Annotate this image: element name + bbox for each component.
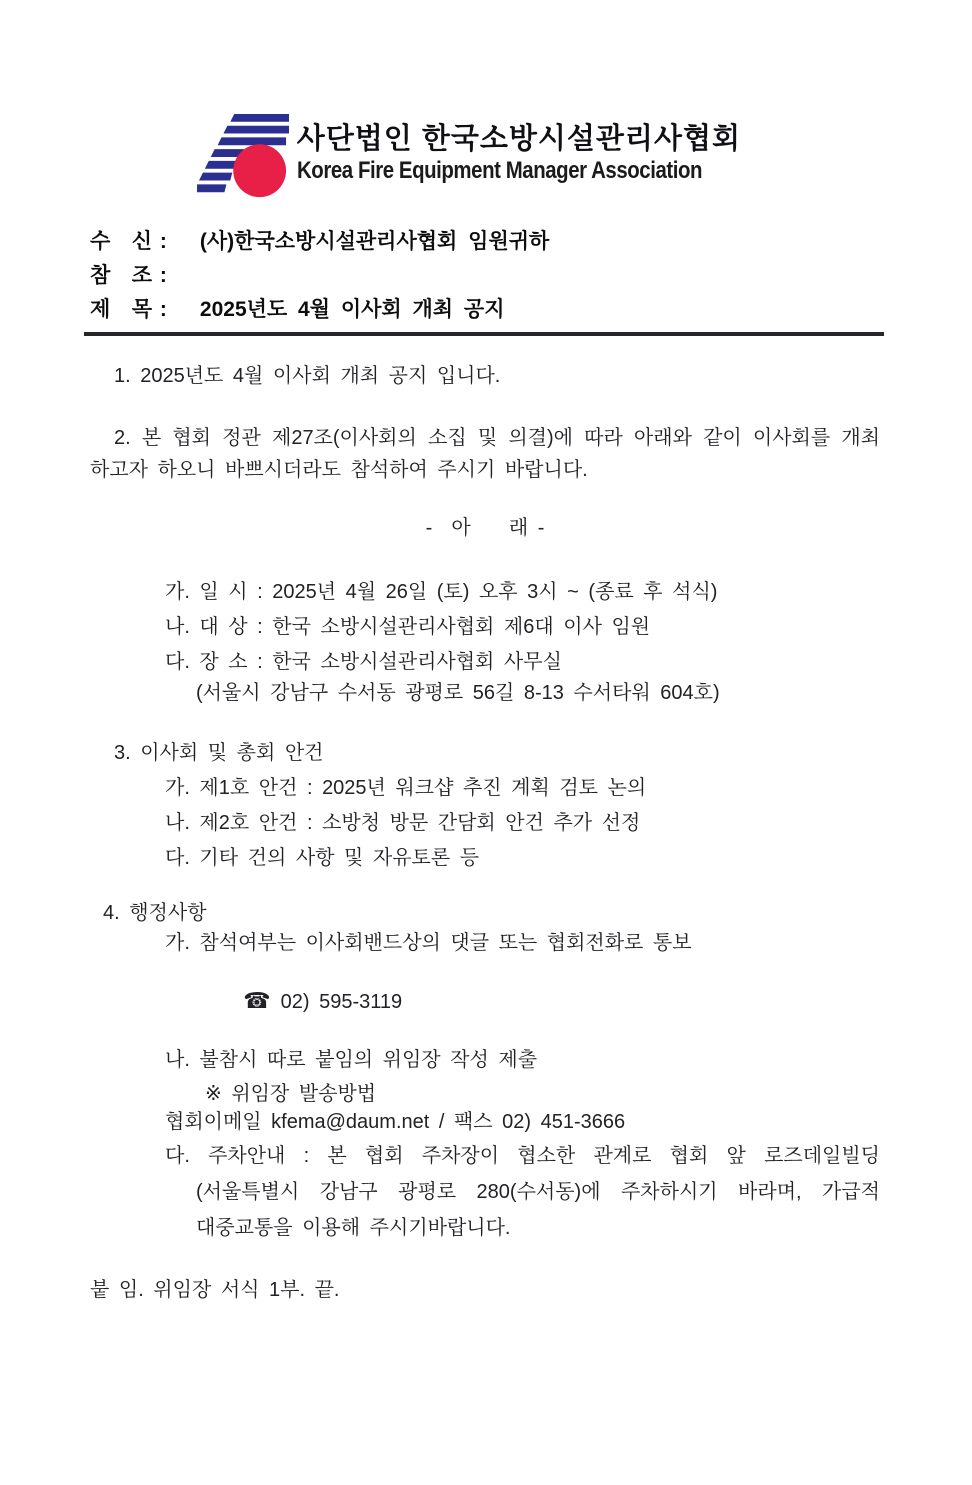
subject-value: 2025년도 4월 이사회 개최 공지: [199, 298, 505, 321]
agenda-item-1: 가. 제1호 안건 : 2025년 워크샵 추진 계획 검토 논의: [165, 777, 647, 799]
recipient-label: 수 신 :: [90, 230, 168, 253]
notice-basis-line1: 2. 본 협회 정관 제27조(이사회의 소집 및 의결)에 따라 아래와 같이 이사회를 개최: [114, 427, 880, 449]
attachment-line: 붙 임. 위임장 서식 1부. 끝.: [90, 1279, 340, 1301]
notice-intro: 1. 2025년도 4월 이사회 개최 공지 입니다.: [114, 365, 501, 387]
association-logo-icon: [197, 112, 291, 202]
phone-number: 02) 595-3119: [280, 991, 403, 1013]
meeting-target: 나. 대 상 : 한국 소방시설관리사협회 제6대 이사 임원: [165, 616, 651, 638]
parking-notice-line3: 대중교통을 이용해 주시기바랍니다.: [196, 1217, 511, 1239]
subject-label: 제 목 :: [90, 298, 168, 321]
association-logo-text: [297, 112, 774, 186]
admin-proxy-notice: 나. 불참시 따로 붙임의 위임장 작성 제출: [165, 1049, 538, 1071]
below-marker: - 아 래 -: [425, 517, 545, 539]
parking-notice-line2: (서울특별시 강남구 광평로 280(수서동)에 주차하시기 바라며, 가급적: [196, 1181, 880, 1203]
proxy-send-method-note: ※ 위임장 발송방법: [205, 1083, 377, 1105]
cc-label: 참 조 :: [90, 264, 168, 287]
notice-basis-line2: 하고자 하오니 바쁘시더라도 참석하여 주시기 바랍니다.: [90, 459, 588, 481]
email-fax-line: 협회이메일 kfema@daum.net / 팩스 02) 451-3666: [165, 1111, 626, 1133]
agenda-title: 3. 이사회 및 총회 안건: [114, 742, 324, 764]
agenda-item-2: 나. 제2호 안건 : 소방청 방문 간담회 안건 추가 선정: [165, 812, 641, 834]
header-divider: [84, 332, 884, 336]
document-header-fields: [90, 230, 880, 322]
logo-english-name: Korea Fire Equipment Manager Association: [296, 157, 702, 184]
admin-attendance-notice: 가. 참석여부는 이사회밴드상의 댓글 또는 협회전화로 통보: [165, 932, 692, 954]
admin-phone-line: [90, 965, 880, 1038]
admin-title: 4. 행정사항: [103, 902, 207, 924]
parking-notice-line1: 다. 주차안내 : 본 협회 주차장이 협소한 관계로 협회 앞 로즈데일빌딩: [165, 1145, 880, 1167]
recipient-value: (사)한국소방시설관리사협회 임원귀하: [199, 230, 550, 253]
association-logo: [90, 112, 880, 202]
agenda-item-3: 다. 기타 건의 사항 및 자유토론 등: [165, 847, 480, 869]
cc-row: [90, 264, 880, 288]
subject-row: [90, 298, 880, 322]
meeting-address: (서울시 강남구 수서동 광평로 56길 8-13 수서타워 604호): [196, 682, 720, 704]
meeting-place: 다. 장 소 : 한국 소방시설관리사협회 사무실: [165, 651, 562, 673]
meeting-date: 가. 일 시 : 2025년 4월 26일 (토) 오후 3시 ~ (종료 후 석식): [165, 581, 718, 603]
recipient-row: [90, 230, 880, 254]
document-page: [0, 112, 972, 1485]
phone-icon: ☎: [243, 988, 271, 1013]
logo-korean-name: 사단법인 한국소방시설관리사협회: [296, 123, 741, 155]
